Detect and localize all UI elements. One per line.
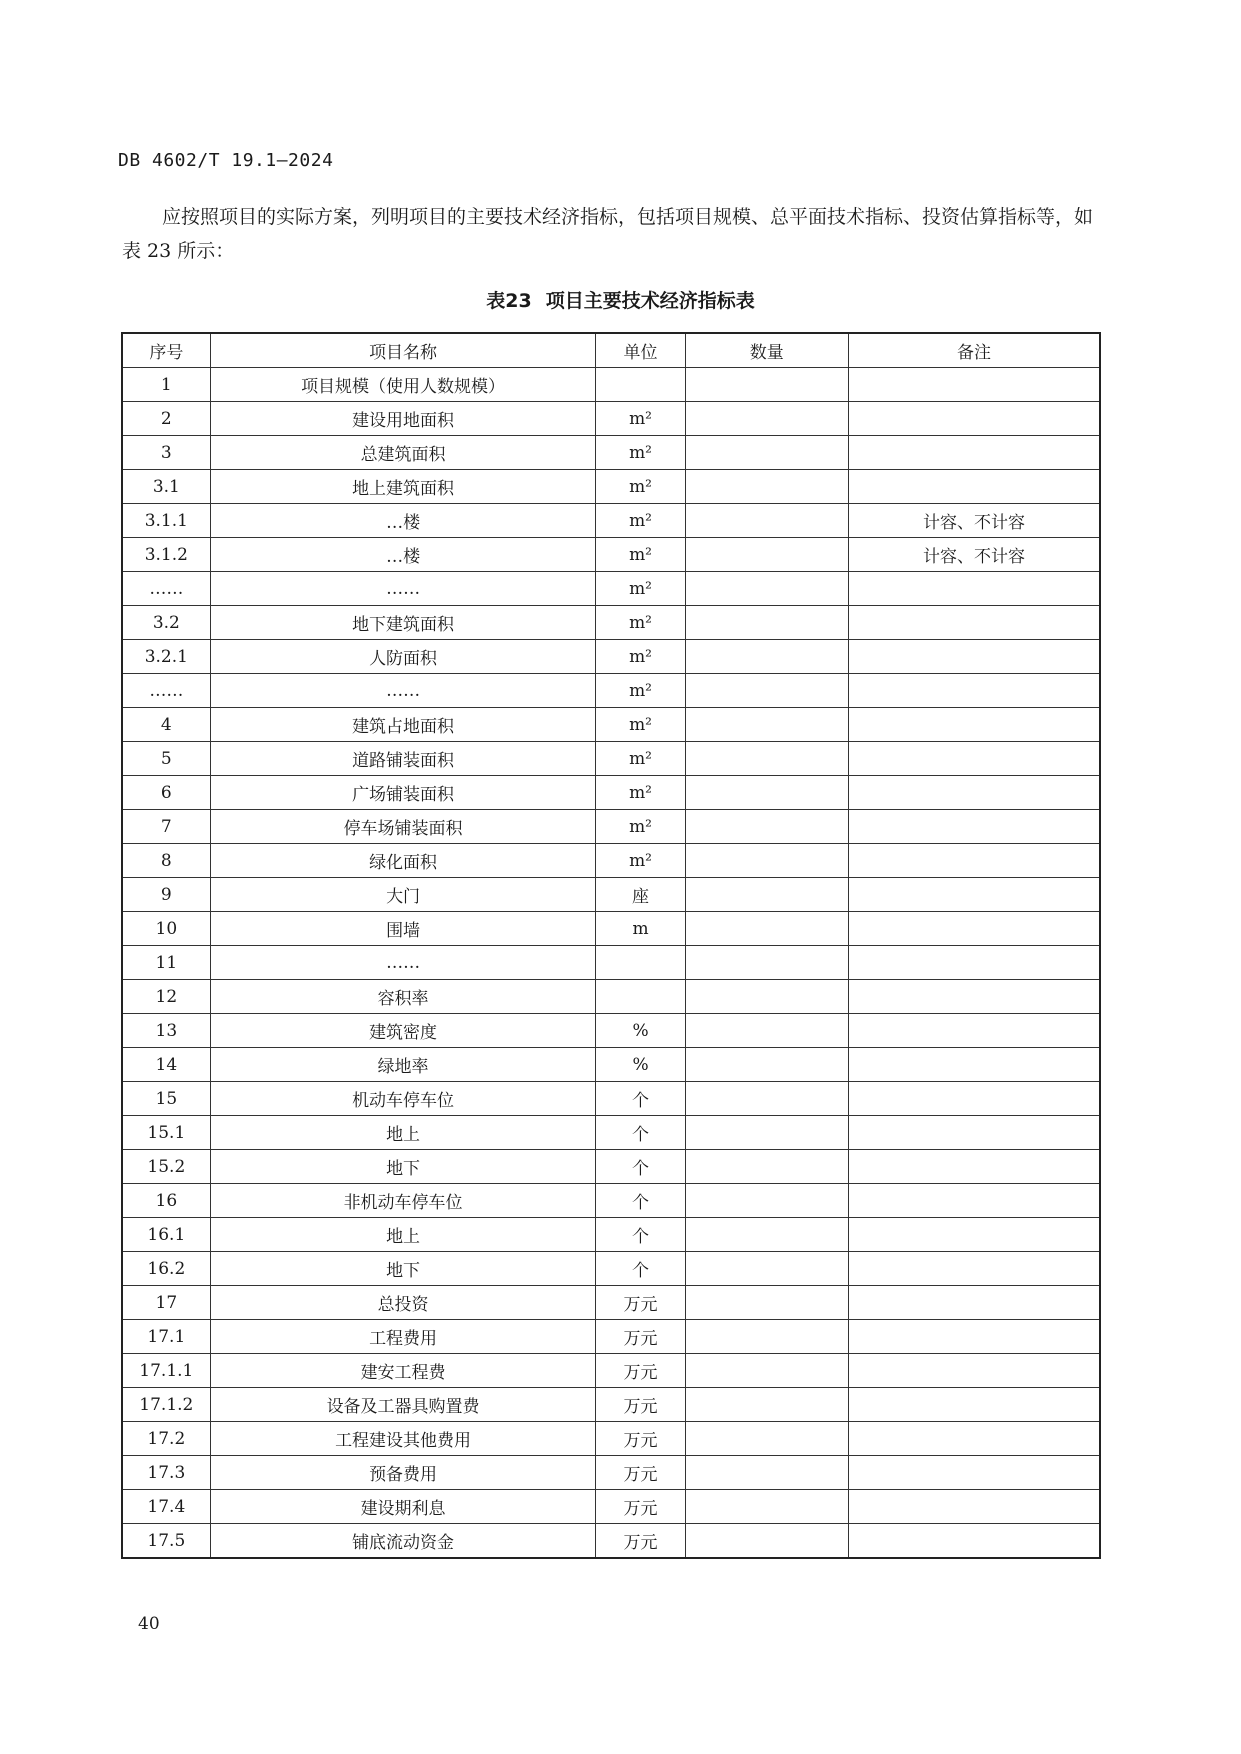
cell-remarks — [848, 1116, 1100, 1150]
cell-remarks — [848, 1184, 1100, 1218]
cell-quantity — [685, 1014, 848, 1048]
table-row — [122, 1082, 1100, 1116]
cell-remarks — [848, 640, 1100, 674]
cell-index: 15 — [122, 1082, 210, 1116]
table-row — [122, 674, 1100, 708]
cell-quantity — [685, 1388, 848, 1422]
cell-index: 5 — [122, 742, 210, 776]
table-row — [122, 1014, 1100, 1048]
cell-unit — [596, 980, 685, 1014]
cell-remarks — [848, 572, 1100, 606]
cell-remarks — [848, 1218, 1100, 1252]
cell-item: 人防面积 — [210, 640, 596, 674]
indicator-table — [121, 332, 1101, 1559]
cell-index: 16 — [122, 1184, 210, 1218]
cell-item: 工程建设其他费用 — [210, 1422, 596, 1456]
cell-item: 地上 — [210, 1218, 596, 1252]
cell-item: 总投资 — [210, 1286, 596, 1320]
column-header-index: 序号 — [122, 333, 210, 368]
cell-index: 12 — [122, 980, 210, 1014]
cell-index: 9 — [122, 878, 210, 912]
table-row — [122, 1184, 1100, 1218]
cell-item: 建筑密度 — [210, 1014, 596, 1048]
cell-remarks — [848, 1014, 1100, 1048]
cell-quantity — [685, 1116, 848, 1150]
table-row — [122, 606, 1100, 640]
table-caption — [0, 286, 1241, 313]
cell-remarks — [848, 776, 1100, 810]
cell-quantity — [685, 1082, 848, 1116]
cell-unit: 万元 — [596, 1422, 685, 1456]
table-row — [122, 504, 1100, 538]
cell-item: …楼 — [210, 504, 596, 538]
cell-unit: 万元 — [596, 1524, 685, 1559]
cell-unit: 万元 — [596, 1354, 685, 1388]
table-row — [122, 810, 1100, 844]
cell-quantity — [685, 1286, 848, 1320]
cell-index: 3.1.2 — [122, 538, 210, 572]
cell-remarks — [848, 1320, 1100, 1354]
cell-index: 8 — [122, 844, 210, 878]
cell-quantity — [685, 1354, 848, 1388]
cell-unit: m² — [596, 402, 685, 436]
cell-quantity — [685, 1218, 848, 1252]
cell-quantity — [685, 878, 848, 912]
cell-remarks — [848, 470, 1100, 504]
cell-unit: m² — [596, 674, 685, 708]
cell-quantity — [685, 470, 848, 504]
cell-index: 11 — [122, 946, 210, 980]
cell-unit: 个 — [596, 1082, 685, 1116]
cell-item: …… — [210, 946, 596, 980]
cell-quantity — [685, 640, 848, 674]
cell-unit: 个 — [596, 1252, 685, 1286]
cell-remarks — [848, 810, 1100, 844]
page-number: 40 — [138, 1614, 160, 1634]
cell-unit: 万元 — [596, 1320, 685, 1354]
cell-quantity — [685, 1320, 848, 1354]
cell-unit: 个 — [596, 1150, 685, 1184]
cell-item: 道路铺装面积 — [210, 742, 596, 776]
table-row — [122, 912, 1100, 946]
table-row — [122, 572, 1100, 606]
table-row — [122, 1388, 1100, 1422]
cell-quantity — [685, 1456, 848, 1490]
table-row — [122, 436, 1100, 470]
cell-unit: m² — [596, 844, 685, 878]
cell-remarks — [848, 708, 1100, 742]
cell-item: 围墙 — [210, 912, 596, 946]
cell-item: 机动车停车位 — [210, 1082, 596, 1116]
cell-index: 1 — [122, 368, 210, 402]
cell-quantity — [685, 980, 848, 1014]
cell-item: …… — [210, 674, 596, 708]
cell-item: 容积率 — [210, 980, 596, 1014]
cell-remarks — [848, 1252, 1100, 1286]
table-row — [122, 1456, 1100, 1490]
cell-index: …… — [122, 572, 210, 606]
cell-item: 绿地率 — [210, 1048, 596, 1082]
cell-index: 3.1 — [122, 470, 210, 504]
cell-remarks — [848, 1286, 1100, 1320]
cell-remarks — [848, 1422, 1100, 1456]
cell-unit — [596, 368, 685, 402]
intro-paragraph: 应按照项目的实际方案，列明项目的主要技术经济指标，包括项目规模、总平面技术指标、投资估算指标等，如表 23 所示： — [122, 206, 1094, 262]
table-row — [122, 640, 1100, 674]
cell-unit: % — [596, 1014, 685, 1048]
cell-item: 建设期利息 — [210, 1490, 596, 1524]
cell-remarks — [848, 1388, 1100, 1422]
cell-unit: 万元 — [596, 1388, 685, 1422]
cell-index: 3.2 — [122, 606, 210, 640]
cell-item: …楼 — [210, 538, 596, 572]
cell-item: 非机动车停车位 — [210, 1184, 596, 1218]
cell-unit: 个 — [596, 1116, 685, 1150]
table-row — [122, 1252, 1100, 1286]
table-row — [122, 1048, 1100, 1082]
cell-remarks — [848, 436, 1100, 470]
cell-index: 17.1 — [122, 1320, 210, 1354]
cell-index: 17.4 — [122, 1490, 210, 1524]
cell-quantity — [685, 1422, 848, 1456]
cell-remarks — [848, 1082, 1100, 1116]
cell-unit: 万元 — [596, 1490, 685, 1524]
table-body — [122, 368, 1100, 1559]
cell-unit: 万元 — [596, 1456, 685, 1490]
cell-remarks — [848, 1150, 1100, 1184]
cell-item: 建筑占地面积 — [210, 708, 596, 742]
cell-item: 工程费用 — [210, 1320, 596, 1354]
document-id: DB 4602/T 19.1—2024 — [118, 150, 334, 171]
table-row — [122, 980, 1100, 1014]
cell-unit: m² — [596, 436, 685, 470]
cell-item: …… — [210, 572, 596, 606]
cell-item: 设备及工器具购置费 — [210, 1388, 596, 1422]
cell-remarks — [848, 402, 1100, 436]
cell-unit: m² — [596, 606, 685, 640]
cell-unit: 个 — [596, 1184, 685, 1218]
cell-unit: m² — [596, 572, 685, 606]
cell-index: 17.1.2 — [122, 1388, 210, 1422]
cell-quantity — [685, 1184, 848, 1218]
table-caption-title: 项目主要技术经济指标表 — [545, 290, 755, 312]
table-row — [122, 1116, 1100, 1150]
cell-index: 16.1 — [122, 1218, 210, 1252]
cell-quantity — [685, 572, 848, 606]
cell-item: 停车场铺装面积 — [210, 810, 596, 844]
cell-quantity — [685, 1048, 848, 1082]
cell-quantity — [685, 436, 848, 470]
table-row — [122, 878, 1100, 912]
cell-quantity — [685, 742, 848, 776]
cell-remarks — [848, 674, 1100, 708]
cell-item: 铺底流动资金 — [210, 1524, 596, 1559]
table-row — [122, 1218, 1100, 1252]
cell-index: 4 — [122, 708, 210, 742]
table-header-row — [122, 333, 1100, 368]
cell-remarks — [848, 606, 1100, 640]
cell-item: 总建筑面积 — [210, 436, 596, 470]
cell-index: 15.2 — [122, 1150, 210, 1184]
cell-item: 大门 — [210, 878, 596, 912]
column-header-unit: 单位 — [596, 333, 685, 368]
cell-remarks: 计容、不计容 — [848, 538, 1100, 572]
cell-index: 17.1.1 — [122, 1354, 210, 1388]
cell-quantity — [685, 844, 848, 878]
table-row — [122, 470, 1100, 504]
table-row — [122, 1150, 1100, 1184]
table-row — [122, 776, 1100, 810]
cell-unit: m² — [596, 742, 685, 776]
cell-unit: % — [596, 1048, 685, 1082]
cell-unit: m² — [596, 640, 685, 674]
cell-index: 14 — [122, 1048, 210, 1082]
table-row — [122, 1320, 1100, 1354]
cell-item: 地上建筑面积 — [210, 470, 596, 504]
table-row — [122, 538, 1100, 572]
cell-unit: m² — [596, 538, 685, 572]
cell-index: 3.1.1 — [122, 504, 210, 538]
table-row — [122, 708, 1100, 742]
cell-unit: m² — [596, 810, 685, 844]
cell-index: 2 — [122, 402, 210, 436]
table-row — [122, 742, 1100, 776]
cell-index: 17.2 — [122, 1422, 210, 1456]
cell-index: 13 — [122, 1014, 210, 1048]
cell-index: 16.2 — [122, 1252, 210, 1286]
cell-unit: 座 — [596, 878, 685, 912]
cell-remarks — [848, 844, 1100, 878]
cell-remarks — [848, 1456, 1100, 1490]
cell-remarks — [848, 1354, 1100, 1388]
cell-remarks — [848, 1490, 1100, 1524]
cell-quantity — [685, 776, 848, 810]
table-row — [122, 1286, 1100, 1320]
cell-unit — [596, 946, 685, 980]
cell-unit: m² — [596, 776, 685, 810]
table-row — [122, 1490, 1100, 1524]
cell-remarks — [848, 368, 1100, 402]
cell-item: 地下 — [210, 1150, 596, 1184]
cell-index: 17.3 — [122, 1456, 210, 1490]
cell-item: 地下 — [210, 1252, 596, 1286]
cell-quantity — [685, 1150, 848, 1184]
cell-item: 建设用地面积 — [210, 402, 596, 436]
cell-quantity — [685, 606, 848, 640]
cell-index: 6 — [122, 776, 210, 810]
cell-quantity — [685, 1490, 848, 1524]
cell-item: 绿化面积 — [210, 844, 596, 878]
cell-quantity — [685, 504, 848, 538]
cell-index: 3.2.1 — [122, 640, 210, 674]
cell-remarks — [848, 1048, 1100, 1082]
cell-item: 建安工程费 — [210, 1354, 596, 1388]
cell-quantity — [685, 1252, 848, 1286]
cell-item: 地上 — [210, 1116, 596, 1150]
cell-index: …… — [122, 674, 210, 708]
cell-quantity — [685, 1524, 848, 1559]
cell-remarks — [848, 1524, 1100, 1559]
table-row — [122, 368, 1100, 402]
cell-remarks — [848, 912, 1100, 946]
cell-unit: m² — [596, 708, 685, 742]
cell-item: 地下建筑面积 — [210, 606, 596, 640]
cell-quantity — [685, 912, 848, 946]
cell-unit: 个 — [596, 1218, 685, 1252]
cell-index: 7 — [122, 810, 210, 844]
cell-quantity — [685, 708, 848, 742]
table-row — [122, 1422, 1100, 1456]
cell-index: 15.1 — [122, 1116, 210, 1150]
cell-remarks: 计容、不计容 — [848, 504, 1100, 538]
cell-unit: m — [596, 912, 685, 946]
cell-quantity — [685, 402, 848, 436]
cell-quantity — [685, 368, 848, 402]
cell-item: 预备费用 — [210, 1456, 596, 1490]
table-row — [122, 402, 1100, 436]
cell-item: 项目规模（使用人数规模） — [210, 368, 596, 402]
table-caption-number: 表23 — [486, 290, 532, 312]
cell-remarks — [848, 878, 1100, 912]
cell-quantity — [685, 674, 848, 708]
cell-remarks — [848, 980, 1100, 1014]
cell-unit: m² — [596, 470, 685, 504]
cell-index: 10 — [122, 912, 210, 946]
table-row — [122, 844, 1100, 878]
cell-unit: m² — [596, 504, 685, 538]
column-header-quantity: 数量 — [685, 333, 848, 368]
cell-index: 17 — [122, 1286, 210, 1320]
cell-quantity — [685, 538, 848, 572]
cell-index: 3 — [122, 436, 210, 470]
cell-unit: 万元 — [596, 1286, 685, 1320]
table-row — [122, 1524, 1100, 1559]
table-row — [122, 946, 1100, 980]
table-row — [122, 1354, 1100, 1388]
cell-quantity — [685, 946, 848, 980]
cell-remarks — [848, 742, 1100, 776]
cell-index: 17.5 — [122, 1524, 210, 1559]
cell-quantity — [685, 810, 848, 844]
column-header-remarks: 备注 — [848, 333, 1100, 368]
column-header-item: 项目名称 — [210, 333, 596, 368]
cell-item: 广场铺装面积 — [210, 776, 596, 810]
cell-remarks — [848, 946, 1100, 980]
